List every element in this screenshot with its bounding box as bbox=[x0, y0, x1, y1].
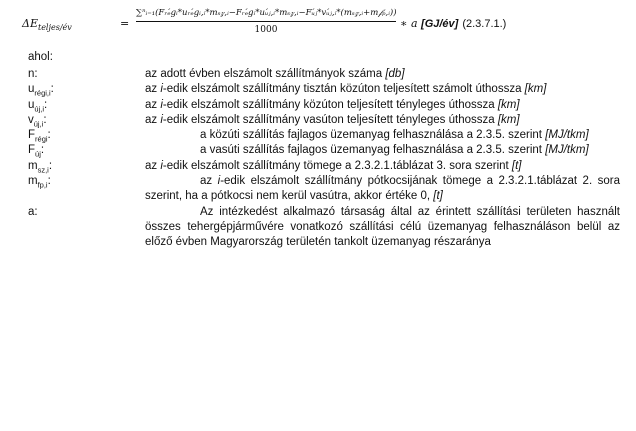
definition-row bbox=[28, 128, 620, 143]
symbol-main: u bbox=[28, 83, 35, 96]
definition-text: az i-edik elszámolt szállítmány pótkocsijának tömege a 2.3.2.1.táblázat 2. sora szerint, ha a pótkocsi nem kerül vasútra, akkor értéke 0, [t] bbox=[145, 175, 620, 203]
symbol-colon: : bbox=[50, 83, 54, 96]
symbol-main: m bbox=[28, 159, 38, 172]
definition-unit: [MJ/tkm] bbox=[545, 144, 589, 157]
symbol-colon: : bbox=[48, 159, 53, 172]
symbol-main: n bbox=[28, 68, 35, 80]
definition-unit: [t] bbox=[511, 159, 522, 172]
definition-row bbox=[28, 82, 620, 97]
formula-denominator: 1000 bbox=[254, 25, 278, 35]
symbol-colon: : bbox=[34, 68, 38, 80]
definition-unit: [km] bbox=[497, 98, 520, 111]
definition-text: az i-edik elszámolt szállítmány vasúton teljesített tényleges úthossza [km] bbox=[145, 113, 520, 126]
formula-numerator: ∑ⁿᵢ₌₁(Fᵣₑ́gᵢ*uᵣₑ́gᵢ,ᵢ*mₛ𝓏,ᵢ−Fᵣₑ́gᵢ*uᵤ́ⱼ,ᵢ*mₛ𝓏,ᵢ−Fᵤ́ⱼ*vᵤ́ⱼ,ᵢ*(mₛ𝓏,ᵢ+m𝒻ₚ,ᵢ)) bbox=[136, 8, 397, 18]
italic-index: i bbox=[160, 159, 163, 172]
definition-text: a vasúti szállítás fajlagos üzemanyag felhasználása a 2.3.5. szerint [MJ/tkm] bbox=[200, 144, 589, 157]
symbol-subscript: fp,i bbox=[37, 180, 48, 190]
definition-unit: [MJ/tkm] bbox=[545, 129, 589, 142]
ahol-label: ahol: bbox=[28, 51, 53, 63]
definition-row bbox=[28, 98, 620, 113]
symbol-subscript: új bbox=[35, 149, 41, 159]
symbol-main: u bbox=[28, 98, 35, 111]
definition-unit: [t] bbox=[433, 190, 443, 203]
definition-text: az i-edik elszámolt szállítmány tisztán közúton teljesített számolt úthossza [km] bbox=[145, 83, 547, 96]
definition-text: a közúti szállítás fajlagos üzemanyag felhasználása a 2.3.5. szerint [MJ/tkm] bbox=[200, 129, 589, 142]
definition-unit: [db] bbox=[385, 68, 405, 80]
definition-symbol bbox=[28, 67, 128, 82]
equation-number: (2.3.7.1.) bbox=[462, 18, 507, 30]
formula-lhs-subscript: teljes/év bbox=[37, 23, 72, 33]
definition-symbol bbox=[28, 205, 128, 220]
italic-index: i bbox=[160, 83, 163, 96]
formula-fraction bbox=[136, 6, 396, 36]
formula-unit: [GJ/év] bbox=[421, 18, 459, 30]
definition-row bbox=[28, 113, 620, 128]
definition-unit: [km] bbox=[524, 83, 547, 96]
definition-row bbox=[28, 143, 620, 158]
symbol-colon: : bbox=[44, 98, 48, 111]
definition-symbol bbox=[28, 174, 128, 193]
symbol-colon: : bbox=[47, 129, 51, 142]
symbol-main: a bbox=[28, 205, 35, 218]
definition-text: az adott évben elszámolt szállítmányok száma [db] bbox=[145, 68, 405, 80]
italic-index: i bbox=[217, 175, 221, 188]
definition-row bbox=[28, 159, 620, 174]
symbol-colon: : bbox=[47, 175, 51, 188]
formula-lhs bbox=[22, 17, 72, 32]
definition-row bbox=[28, 67, 620, 82]
symbol-main: F bbox=[28, 129, 36, 142]
definition-text: Az intézkedést alkalmazó társaság által az érintett szállítási területen használt összes tehergépjárművére vonatkozó szállítási célú üzemanyag felhasználáson belül az előző évben Magyarország területén tankolt üzemanyag részaránya bbox=[145, 205, 620, 249]
italic-index: i bbox=[160, 113, 163, 126]
symbol-subscript: sz,i bbox=[37, 165, 49, 175]
definition-list bbox=[28, 67, 620, 251]
definition-text: az i-edik elszámolt szállítmány közúton teljesített tényleges úthossza [km] bbox=[145, 98, 520, 111]
symbol-colon: : bbox=[43, 113, 47, 126]
definition-row bbox=[28, 205, 620, 251]
symbol-main: m bbox=[28, 175, 38, 188]
symbol-colon: : bbox=[40, 144, 45, 157]
symbol-subscript: régi,i bbox=[34, 88, 51, 98]
definition-row bbox=[28, 174, 620, 205]
symbol-subscript: régi bbox=[35, 134, 48, 144]
fraction-bar bbox=[136, 21, 396, 22]
formula-lhs-symbol: ΔE bbox=[22, 17, 38, 30]
formula bbox=[22, 6, 622, 42]
formula-equals: = bbox=[120, 17, 130, 30]
symbol-main: v bbox=[28, 113, 34, 126]
symbol-colon: : bbox=[34, 205, 38, 218]
formula-multiplier: ∗ a bbox=[400, 17, 418, 30]
formula-tail bbox=[400, 17, 506, 30]
definition-unit: [km] bbox=[497, 113, 520, 126]
definition-text: az i-edik elszámolt szállítmány tömege a 2.3.2.1.táblázat 3. sora szerint [t] bbox=[145, 159, 522, 172]
italic-index: i bbox=[160, 98, 163, 111]
symbol-subscript: új,i bbox=[34, 103, 44, 113]
symbol-subscript: új,i bbox=[33, 119, 44, 129]
symbol-main: F bbox=[28, 144, 36, 157]
